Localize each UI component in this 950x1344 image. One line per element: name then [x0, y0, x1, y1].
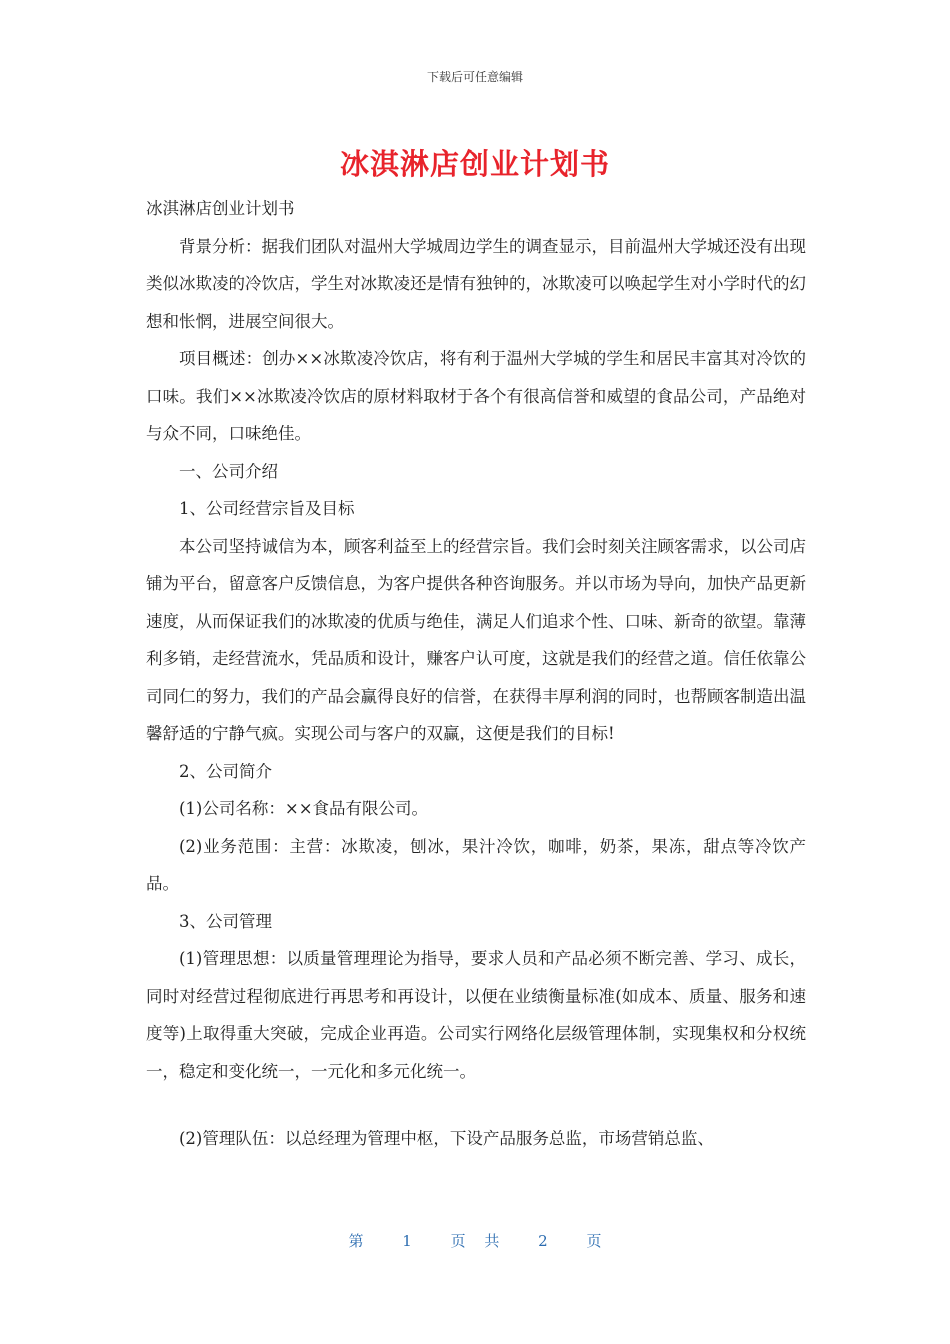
paragraph-background: 背景分析：据我们团队对温州大学城周边学生的调查显示，目前温州大学城还没有出现类似冰欺凌的冷饮店，学生对冰欺凌还是情有独钟的，冰欺凌可以唤起学生对小学时代的幻想和怅惘，进展空间很大。	[146, 236, 806, 331]
paragraph-purpose: 本公司坚持诚信为本，顾客利益至上的经营宗旨。我们会时刻关注顾客需求，以公司店铺为平台，留意客户反馈信息，为客户提供各种咨询服务。并以市场为导向，加快产品更新速度，从而保证我们的冰欺凌的优质与绝佳，满足人们追求个性、口味、新奇的欲望。靠薄利多销，走经营流水，凭品质和设计，赚客户认可度，这就是我们的经营之道。信任依靠公司同仁的努力，我们的产品会赢得良好的信誉，在获得丰厚利润的同时，也帮顾客制造出温馨舒适的宁静气疯。实现公司与客户的双赢，这便是我们的目标!	[146, 536, 806, 743]
paragraph-overview: 项目概述：创办××冰欺凌冷饮店，将有利于温州大学城的学生和居民丰富其对冷饮的口味。我们××冰欺凌冷饮店的原材料取材于各个有很高信誉和威望的食品公司，产品绝对与众不同，口味绝佳。	[146, 349, 806, 443]
document-title: 冰淇淋店创业计划书	[339, 147, 610, 181]
footer-total-pages: 2	[538, 1232, 548, 1250]
footer-label-end: 页	[586, 1232, 602, 1250]
subsection-heading-profile: 2、公司简介	[179, 761, 272, 781]
paragraph-management-idea: (1)管理思想：以质量管理理论为指导，要求人员和产品必须不断完善、学习、成长，同时对经营过程彻底进行再思考和再设计，以便在业绩衡量标准(如成本、质量、服务和速度等)上取得重大突破，完成企业再造。公司实行网络化层级管理体制，实现集权和分权统一，稳定和变化统一，一元化和多元化统一。	[146, 949, 806, 1081]
header-note: 下载后可任意编辑	[426, 70, 523, 84]
footer-current-page: 1	[402, 1232, 412, 1250]
subsection-heading-management: 3、公司管理	[179, 911, 272, 931]
subtitle-line: 冰淇淋店创业计划书	[146, 199, 295, 218]
paragraph-company-name: (1)公司名称：××食品有限公司。	[179, 799, 429, 818]
document-body	[146, 190, 806, 1158]
footer-label-of: 页 共	[450, 1232, 500, 1250]
subsection-heading-purpose: 1、公司经营宗旨及目标	[179, 499, 355, 518]
section-heading-company: 一、公司介绍	[179, 461, 278, 481]
footer-label-page: 第	[348, 1232, 364, 1250]
paragraph-business-scope: (2)业务范围：主营：冰欺凌，刨冰，果汁冷饮，咖啡，奶茶，果冻，甜点等冷饮产品。	[146, 836, 806, 893]
paragraph-management-team: (2)管理队伍：以总经理为管理中枢，下设产品服务总监，市场营销总监、	[179, 1129, 714, 1148]
page-footer	[0, 1230, 950, 1251]
